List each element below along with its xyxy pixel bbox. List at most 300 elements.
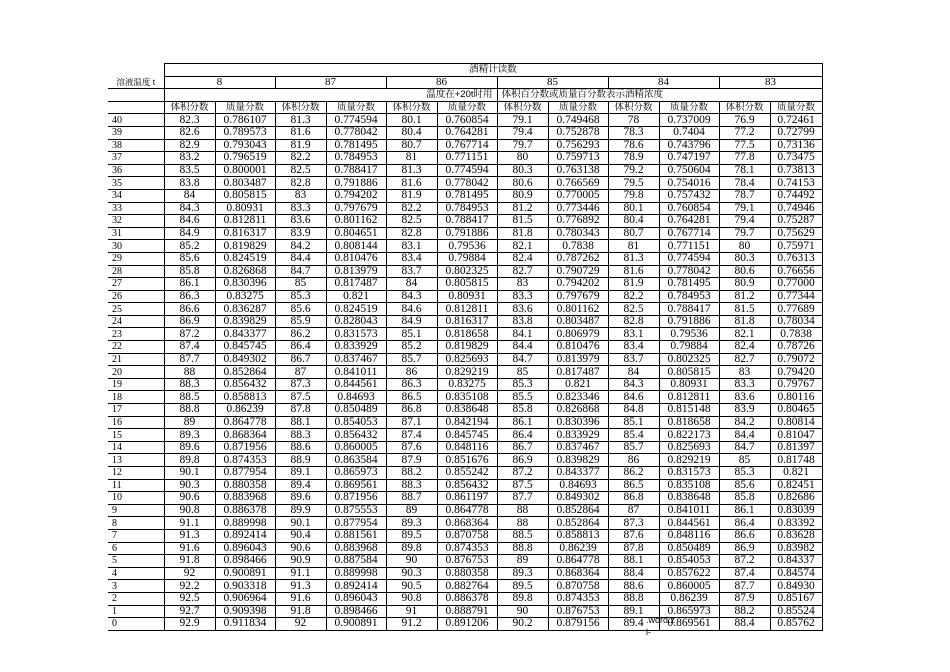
mass-fraction-cell: 0.828043 [326, 315, 386, 328]
mass-fraction-cell: 0.868364 [215, 429, 275, 442]
table-row [108, 303, 822, 316]
volume-fraction-cell: 85.6 [719, 479, 770, 492]
volume-fraction-cell: 80.9 [719, 278, 770, 291]
volume-fraction-cell: 89.6 [275, 492, 326, 505]
mass-fraction-cell: 0.836287 [215, 303, 275, 316]
table-row [108, 215, 822, 228]
volume-fraction-cell: 83.3 [719, 378, 770, 391]
mass-fraction-cell: 0.819829 [215, 240, 275, 253]
temperature-cell: 34 [108, 189, 164, 202]
temperature-cell: 26 [108, 290, 164, 303]
volume-fraction-cell: 92.7 [164, 605, 215, 618]
temperature-cell: 24 [108, 315, 164, 328]
mass-fraction-cell: 0.805815 [437, 278, 497, 291]
volume-fraction-cell: 85.6 [164, 252, 215, 265]
volume-fraction-cell: 78.7 [719, 189, 770, 202]
mass-fraction-cell: 0.833929 [548, 429, 608, 442]
volume-fraction-cell: 87.4 [164, 341, 215, 354]
mass-fraction-cell: 0.849302 [548, 492, 608, 505]
volume-fraction-cell: 81.6 [275, 126, 326, 139]
mass-fraction-cell: 0.876753 [437, 555, 497, 568]
mass-fraction-cell: 0.784953 [437, 202, 497, 215]
volume-fraction-cell: 83.1 [608, 328, 659, 341]
volume-fraction-cell: 79.7 [719, 227, 770, 240]
mass-fraction-cell: 0.835108 [437, 391, 497, 404]
table-row [108, 441, 822, 454]
volume-fraction-cell: 89.5 [386, 529, 437, 542]
table-row [108, 126, 822, 139]
temperature-cell: 25 [108, 303, 164, 316]
table-row [108, 618, 822, 631]
volume-fraction-cell: 77.8 [719, 152, 770, 165]
mass-fraction-cell: 0.76313 [770, 252, 822, 265]
volume-fraction-cell: 91.1 [275, 567, 326, 580]
volume-fraction-cell: 83.3 [275, 202, 326, 215]
mass-fraction-cell: 0.793043 [215, 139, 275, 152]
mass-fraction-cell: 0.80931 [659, 378, 719, 391]
volume-fraction-cell: 84.3 [164, 202, 215, 215]
mass-fraction-cell: 0.876753 [548, 605, 608, 618]
mass-fraction-cell: 0.82686 [770, 492, 822, 505]
volume-fraction-cell: 81.3 [386, 164, 437, 177]
table-row [108, 353, 822, 366]
temperature-cell: 16 [108, 416, 164, 429]
mass-fraction-cell: 0.856432 [437, 479, 497, 492]
volume-fraction-cell: 86.5 [386, 391, 437, 404]
volume-fraction-cell: 84.6 [608, 391, 659, 404]
volume-fraction-cell: 88.3 [164, 378, 215, 391]
mass-fraction-cell: 0.790729 [548, 265, 608, 278]
volume-fraction-cell: 82.2 [275, 152, 326, 165]
volume-fraction-cell: 90 [497, 605, 548, 618]
reading-87: 87 [275, 76, 386, 89]
volume-fraction-cell: 90.4 [275, 529, 326, 542]
volume-fraction-cell: 82.1 [719, 328, 770, 341]
mass-fraction-cell: 0.896043 [215, 542, 275, 555]
table-row [108, 555, 822, 568]
mass-fraction-cell: 0.86239 [659, 592, 719, 605]
mass-fraction-cell: 0.84930 [770, 580, 822, 593]
volume-fraction-cell: 89 [164, 416, 215, 429]
mass-fraction-cell: 0.839829 [215, 315, 275, 328]
volume-fraction-cell: 85.1 [608, 416, 659, 429]
mass-fraction-cell: 0.816317 [437, 315, 497, 328]
volume-fraction-cell: 87 [608, 504, 659, 517]
volume-fraction-cell: 81.9 [608, 278, 659, 291]
temperature-cell: 9 [108, 504, 164, 517]
table-row [108, 479, 822, 492]
volume-fraction-cell: 90.3 [164, 479, 215, 492]
mass-fraction-cell: 0.870758 [548, 580, 608, 593]
mass-fraction-cell: 0.909398 [215, 605, 275, 618]
temperature-cell: 12 [108, 467, 164, 480]
volume-fraction-cell: 86.2 [275, 328, 326, 341]
mass-fraction-cell: 0.843377 [548, 467, 608, 480]
volume-fraction-cell: 83.9 [719, 404, 770, 417]
mass-fraction-cell: 0.852864 [548, 517, 608, 530]
mass-fraction-cell: 0.886378 [437, 592, 497, 605]
mass-fraction-cell: 0.80931 [215, 202, 275, 215]
volume-fraction-cell: 78.3 [608, 126, 659, 139]
temperature-cell: 19 [108, 378, 164, 391]
volume-fraction-cell: 81.8 [719, 315, 770, 328]
mass-fraction-cell: 0.906964 [215, 592, 275, 605]
mass-fraction-cell: 0.810476 [326, 252, 386, 265]
volume-fraction-cell: 91.1 [164, 517, 215, 530]
volume-fraction-cell: 87.5 [497, 479, 548, 492]
mass-fraction-cell: 0.84337 [770, 555, 822, 568]
volume-fraction-cell: 85 [497, 366, 548, 379]
temperature-cell: 27 [108, 278, 164, 291]
mass-fraction-cell: 0.896043 [326, 592, 386, 605]
mass-fraction-cell: 0.863584 [326, 454, 386, 467]
header-title: 酒精计读数 [164, 64, 822, 77]
volume-fraction-cell: 88.3 [275, 429, 326, 442]
mass-fraction-cell: 0.882764 [437, 580, 497, 593]
temperature-cell: 33 [108, 202, 164, 215]
volume-fraction-cell: 85.1 [386, 328, 437, 341]
volume-fraction-cell: 86.9 [497, 454, 548, 467]
mass-fraction-cell: 0.79884 [437, 252, 497, 265]
mass-fraction-cell: 0.860005 [326, 441, 386, 454]
temperature-cell: 0 [108, 618, 164, 631]
table-row [108, 580, 822, 593]
mass-fraction-cell: 0.754016 [659, 177, 719, 190]
volume-fraction-cell: 89.8 [164, 454, 215, 467]
volume-fraction-cell: 85.3 [275, 290, 326, 303]
volume-fraction-cell: 84.7 [497, 353, 548, 366]
table-row [108, 378, 822, 391]
mass-fraction-header: 质量分数 [326, 101, 386, 114]
mass-fraction-cell: 0.82451 [770, 479, 822, 492]
mass-fraction-cell: 0.787262 [548, 252, 608, 265]
volume-fraction-cell: 82.5 [608, 303, 659, 316]
mass-fraction-header: 质量分数 [770, 101, 822, 114]
volume-fraction-cell: 82.5 [275, 164, 326, 177]
mass-fraction-cell: 0.854053 [659, 555, 719, 568]
volume-fraction-cell: 84.1 [497, 328, 548, 341]
temperature-cell: 13 [108, 454, 164, 467]
volume-fraction-cell: 87.9 [719, 592, 770, 605]
table-row [108, 605, 822, 618]
volume-fraction-cell: 89.3 [497, 567, 548, 580]
temperature-cell: 6 [108, 542, 164, 555]
volume-fraction-header: 体积分数 [386, 101, 437, 114]
mass-fraction-cell: 0.788417 [326, 164, 386, 177]
mass-fraction-cell: 0.81397 [770, 441, 822, 454]
mass-fraction-cell: 0.824519 [215, 252, 275, 265]
mass-fraction-cell: 0.83275 [437, 378, 497, 391]
volume-fraction-cell: 87.1 [386, 416, 437, 429]
volume-fraction-cell: 80.4 [608, 215, 659, 228]
table-row [108, 152, 822, 165]
volume-fraction-cell: 85.8 [719, 492, 770, 505]
volume-fraction-cell: 80.4 [386, 126, 437, 139]
mass-fraction-cell: 0.776892 [548, 215, 608, 228]
mass-fraction-cell: 0.766569 [548, 177, 608, 190]
volume-fraction-header: 体积分数 [275, 101, 326, 114]
mass-fraction-cell: 0.888791 [437, 605, 497, 618]
mass-fraction-cell: 0.837467 [548, 441, 608, 454]
table-row [108, 278, 822, 291]
mass-fraction-cell: 0.819829 [437, 341, 497, 354]
mass-fraction-cell: 0.84693 [326, 391, 386, 404]
volume-fraction-cell: 81.6 [608, 265, 659, 278]
temperature-cell: 4 [108, 567, 164, 580]
mass-fraction-cell: 0.781495 [326, 139, 386, 152]
volume-fraction-cell: 78.1 [719, 164, 770, 177]
mass-fraction-cell: 0.764281 [659, 215, 719, 228]
temperature-cell: 2 [108, 592, 164, 605]
volume-fraction-cell: 87.2 [719, 555, 770, 568]
volume-fraction-cell: 84.4 [497, 341, 548, 354]
reading-86: 86 [386, 76, 497, 89]
volume-fraction-cell: 85 [719, 454, 770, 467]
volume-fraction-cell: 85.8 [497, 404, 548, 417]
mass-fraction-cell: 0.823346 [548, 391, 608, 404]
mass-fraction-cell: 0.848116 [437, 441, 497, 454]
temperature-cell: 32 [108, 215, 164, 228]
volume-fraction-cell: 81 [608, 240, 659, 253]
mass-fraction-cell: 0.813979 [326, 265, 386, 278]
mass-fraction-cell: 0.883968 [215, 492, 275, 505]
mass-fraction-cell: 0.73475 [770, 152, 822, 165]
mass-fraction-cell: 0.841011 [326, 366, 386, 379]
table-row [108, 341, 822, 354]
temperature-cell: 36 [108, 164, 164, 177]
alcohol-table-sheet [108, 63, 823, 631]
volume-fraction-cell: 90.8 [386, 592, 437, 605]
mass-fraction-cell: 0.79536 [659, 328, 719, 341]
mass-fraction-cell: 0.759713 [548, 152, 608, 165]
volume-fraction-cell: 81.6 [386, 177, 437, 190]
table-row [108, 391, 822, 404]
volume-fraction-cell: 86.6 [164, 303, 215, 316]
table-row [108, 114, 822, 127]
volume-fraction-cell: 84.7 [275, 265, 326, 278]
volume-fraction-cell: 84.8 [608, 404, 659, 417]
volume-fraction-cell: 80.6 [719, 265, 770, 278]
volume-fraction-cell: 90.6 [275, 542, 326, 555]
table-row [108, 189, 822, 202]
volume-fraction-cell: 83.3 [497, 290, 548, 303]
volume-fraction-cell: 80.7 [386, 139, 437, 152]
sublabel-blank-cell [108, 101, 164, 114]
mass-fraction-cell: 0.868364 [437, 517, 497, 530]
temperature-cell: 15 [108, 429, 164, 442]
temperature-cell: 10 [108, 492, 164, 505]
volume-fraction-cell: 88.8 [608, 592, 659, 605]
volume-fraction-cell: 87.3 [275, 378, 326, 391]
volume-fraction-cell: 83.4 [386, 252, 437, 265]
mass-fraction-cell: 0.887584 [326, 555, 386, 568]
volume-fraction-cell: 84.3 [386, 290, 437, 303]
volume-fraction-cell: 92 [164, 567, 215, 580]
mass-fraction-cell: 0.74492 [770, 189, 822, 202]
mass-fraction-cell: 0.797679 [326, 202, 386, 215]
volume-fraction-cell: 86.1 [164, 278, 215, 291]
table-row [108, 529, 822, 542]
header-readings-row [108, 76, 822, 89]
volume-fraction-cell: 85 [275, 278, 326, 291]
mass-fraction-cell: 0.784953 [326, 152, 386, 165]
table-row [108, 429, 822, 442]
volume-fraction-cell: 88.3 [386, 479, 437, 492]
volume-fraction-cell: 90.1 [164, 467, 215, 480]
volume-fraction-cell: 89.8 [386, 542, 437, 555]
volume-fraction-cell: 82.2 [386, 202, 437, 215]
mass-fraction-cell: 0.817487 [326, 278, 386, 291]
volume-fraction-cell: 87.4 [386, 429, 437, 442]
mass-fraction-cell: 0.83982 [770, 542, 822, 555]
mass-fraction-cell: 0.851676 [437, 454, 497, 467]
volume-fraction-cell: 79.4 [497, 126, 548, 139]
mass-fraction-cell: 0.75629 [770, 227, 822, 240]
volume-fraction-cell: 83.7 [386, 265, 437, 278]
volume-fraction-cell: 84.9 [386, 315, 437, 328]
mass-fraction-cell: 0.86239 [548, 542, 608, 555]
mass-fraction-cell: 0.79884 [659, 341, 719, 354]
volume-fraction-cell: 86.7 [497, 441, 548, 454]
temperature-cell: 21 [108, 353, 164, 366]
mass-fraction-cell: 0.864778 [437, 504, 497, 517]
mass-fraction-cell: 0.780343 [548, 227, 608, 240]
mass-fraction-cell: 0.76656 [770, 265, 822, 278]
mass-fraction-cell: 0.889998 [326, 567, 386, 580]
volume-fraction-cell: 84.6 [386, 303, 437, 316]
temperature-cell: 7 [108, 529, 164, 542]
volume-fraction-cell: 86.7 [275, 353, 326, 366]
mass-fraction-cell: 0.822173 [659, 429, 719, 442]
table-row [108, 315, 822, 328]
volume-fraction-header: 体积分数 [497, 101, 548, 114]
volume-fraction-cell: 87.6 [386, 441, 437, 454]
mass-fraction-cell: 0.80116 [770, 391, 822, 404]
table-row [108, 467, 822, 480]
mass-fraction-cell: 0.864778 [548, 555, 608, 568]
mass-fraction-cell: 0.871956 [215, 441, 275, 454]
mass-fraction-cell: 0.81748 [770, 454, 822, 467]
volume-fraction-cell: 85.2 [386, 341, 437, 354]
mass-fraction-cell: 0.817487 [548, 366, 608, 379]
mass-fraction-cell: 0.79536 [437, 240, 497, 253]
mass-fraction-cell: 0.773446 [548, 202, 608, 215]
mass-fraction-cell: 0.849302 [215, 353, 275, 366]
mass-fraction-cell: 0.858813 [215, 391, 275, 404]
volume-fraction-cell: 82.1 [497, 240, 548, 253]
mass-fraction-cell: 0.903318 [215, 580, 275, 593]
volume-fraction-cell: 87 [275, 366, 326, 379]
mass-fraction-cell: 0.791886 [326, 177, 386, 190]
table-row [108, 227, 822, 240]
mass-fraction-cell: 0.869561 [326, 479, 386, 492]
volume-fraction-cell: 79.4 [719, 215, 770, 228]
mass-fraction-cell: 0.900891 [215, 567, 275, 580]
volume-fraction-cell: 91.6 [275, 592, 326, 605]
temperature-cell: 5 [108, 555, 164, 568]
mass-fraction-cell: 0.77689 [770, 303, 822, 316]
volume-fraction-cell: 91.3 [275, 580, 326, 593]
mass-fraction-cell: 0.760854 [659, 202, 719, 215]
temperature-cell: 29 [108, 252, 164, 265]
mass-fraction-cell: 0.85762 [770, 618, 822, 631]
volume-fraction-cell: 88.4 [719, 618, 770, 631]
page-footer [646, 614, 675, 638]
mass-fraction-cell: 0.831573 [326, 328, 386, 341]
mass-fraction-cell: 0.83275 [215, 290, 275, 303]
mass-fraction-cell: 0.72461 [770, 114, 822, 127]
mass-fraction-cell: 0.877954 [326, 517, 386, 530]
table-row [108, 177, 822, 190]
volume-fraction-cell: 83.6 [497, 303, 548, 316]
footer-line-2: l- [646, 627, 651, 637]
volume-fraction-cell: 82.8 [275, 177, 326, 190]
mass-fraction-cell: 0.73813 [770, 164, 822, 177]
mass-fraction-cell: 0.812811 [215, 215, 275, 228]
mass-fraction-cell: 0.737009 [659, 114, 719, 127]
volume-fraction-cell: 82.9 [164, 139, 215, 152]
mass-fraction-cell: 0.763138 [548, 164, 608, 177]
mass-fraction-cell: 0.857622 [659, 567, 719, 580]
volume-fraction-cell: 83.8 [497, 315, 548, 328]
volume-fraction-cell: 89.6 [164, 441, 215, 454]
volume-fraction-cell: 88.1 [275, 416, 326, 429]
row-label-header: 溶液温度 t [108, 76, 164, 89]
volume-fraction-cell: 84.2 [275, 240, 326, 253]
table-row [108, 404, 822, 417]
mass-fraction-cell: 0.757432 [659, 189, 719, 202]
mass-fraction-cell: 0.825693 [659, 441, 719, 454]
volume-fraction-cell: 90.1 [275, 517, 326, 530]
temperature-cell: 23 [108, 328, 164, 341]
volume-fraction-cell: 82.8 [386, 227, 437, 240]
mass-fraction-cell: 0.886378 [215, 504, 275, 517]
volume-fraction-cell: 85.3 [719, 467, 770, 480]
volume-fraction-cell: 83 [719, 366, 770, 379]
volume-fraction-cell: 82.5 [386, 215, 437, 228]
volume-fraction-cell: 89.8 [497, 592, 548, 605]
volume-fraction-cell: 83 [275, 189, 326, 202]
volume-fraction-cell: 81.8 [497, 227, 548, 240]
mass-fraction-cell: 0.831573 [659, 467, 719, 480]
volume-fraction-cell: 88 [497, 504, 548, 517]
volume-fraction-cell: 88.9 [275, 454, 326, 467]
temperature-cell: 40 [108, 114, 164, 127]
temperature-cell: 38 [108, 139, 164, 152]
volume-fraction-cell: 90.6 [164, 492, 215, 505]
volume-fraction-cell: 77.5 [719, 139, 770, 152]
mass-fraction-cell: 0.844561 [659, 517, 719, 530]
volume-fraction-cell: 90.8 [164, 504, 215, 517]
mass-fraction-cell: 0.839829 [548, 454, 608, 467]
mass-fraction-cell: 0.845745 [215, 341, 275, 354]
mass-fraction-cell: 0.844561 [326, 378, 386, 391]
mass-fraction-cell: 0.760854 [437, 114, 497, 127]
mass-fraction-cell: 0.818658 [659, 416, 719, 429]
volume-fraction-cell: 90.2 [497, 618, 548, 631]
volume-fraction-cell: 86.3 [386, 378, 437, 391]
mass-fraction-cell: 0.805815 [659, 366, 719, 379]
mass-fraction-cell: 0.781495 [659, 278, 719, 291]
mass-fraction-cell: 0.72799 [770, 126, 822, 139]
volume-fraction-cell: 88.8 [164, 404, 215, 417]
mass-fraction-cell: 0.826868 [215, 265, 275, 278]
mass-fraction-cell: 0.821 [548, 378, 608, 391]
mass-fraction-cell: 0.86239 [215, 404, 275, 417]
volume-fraction-cell: 81 [386, 152, 437, 165]
mass-fraction-cell: 0.786107 [215, 114, 275, 127]
mass-fraction-cell: 0.756293 [548, 139, 608, 152]
